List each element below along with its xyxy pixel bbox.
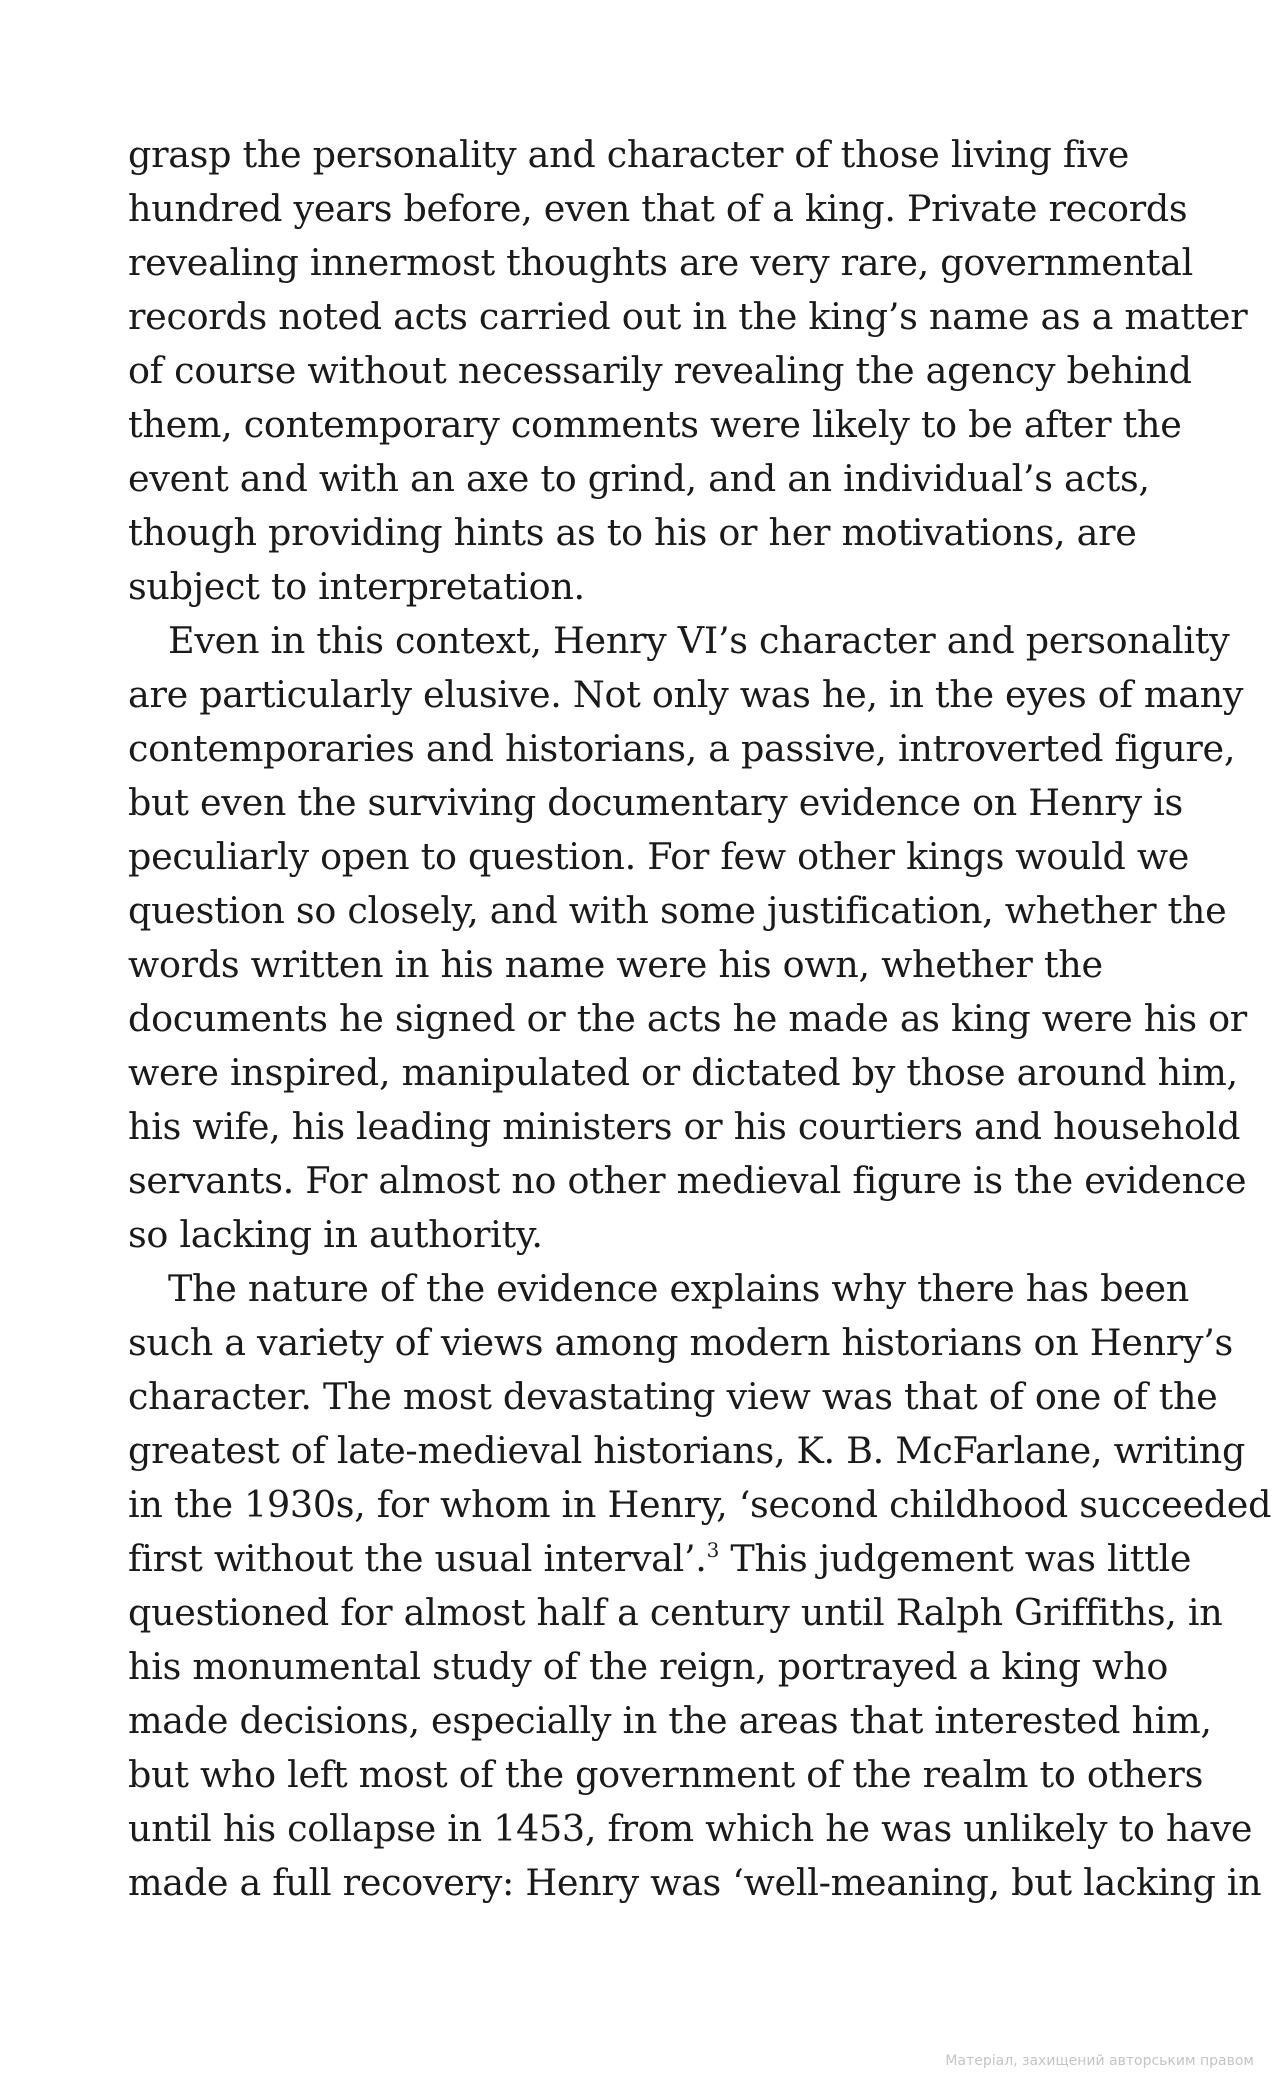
text-line: so lacking in authority. (128, 1213, 543, 1256)
text-line: contemporaries and historians, a passive, introverted figure, (128, 727, 1236, 770)
text-line: but who left most of the government of the realm to others (128, 1753, 1204, 1796)
text-line: documents he signed or the acts he made as king were his or (128, 997, 1247, 1040)
text-line: such a variety of views among modern historians on Henry’s (128, 1321, 1233, 1364)
text-line: made a full recovery: Henry was ‘well-meaning, but lacking in (128, 1861, 1262, 1904)
text-line: in the 1930s, for whom in Henry, ‘second childhood succeeded (128, 1483, 1272, 1526)
text-line: hundred years before, even that of a king. Private records (128, 187, 1188, 230)
text-line: his wife, his leading ministers or his courtiers and household (128, 1105, 1241, 1148)
text-line: subject to interpretation. (128, 565, 585, 608)
text-line: were inspired, manipulated or dictated by those around him, (128, 1051, 1238, 1094)
text-line: character. The most devastating view was that of one of the (128, 1375, 1218, 1418)
text-line: greatest of late-medieval historians, K. B. McFarlane, writing (128, 1429, 1246, 1472)
paragraph (128, 1262, 1272, 1910)
body-text (128, 128, 1272, 1910)
text-line: grasp the personality and character of those living five (128, 133, 1130, 176)
text-line: words written in his name were his own, whether the (128, 943, 1103, 986)
text-line: his monumental study of the reign, portrayed a king who (128, 1645, 1169, 1688)
text-line: of course without necessarily revealing the agency behind (128, 349, 1192, 392)
paragraph (128, 128, 1248, 614)
text-line: question so closely, and with some justification, whether the (128, 889, 1227, 932)
footnote-marker[interactable]: 3 (706, 1538, 720, 1562)
text-line: records noted acts carried out in the king’s name as a matter (128, 295, 1248, 338)
text-line: them, contemporary comments were likely to be after the (128, 403, 1182, 446)
text-line: are particularly elusive. Not only was he, in the eyes of many (128, 673, 1244, 716)
footnote-line-after: This judgement was little (719, 1537, 1192, 1580)
copyright-watermark: Матеріал, захищений авторським правом (945, 2053, 1254, 2069)
text-line: questioned for almost half a century until Ralph Griffiths, in (128, 1591, 1223, 1634)
footnote-line-before: first without the usual interval’. (128, 1537, 707, 1580)
text-line: revealing innermost thoughts are very rare, governmental (128, 241, 1194, 284)
paragraph (128, 614, 1247, 1262)
text-line: but even the surviving documentary evidence on Henry is (128, 781, 1183, 824)
text-line: event and with an axe to grind, and an individual’s acts, (128, 457, 1150, 500)
text-line: Even in this context, Henry VI’s character and personality (168, 619, 1230, 662)
text-line: until his collapse in 1453, from which he was unlikely to have (128, 1807, 1253, 1850)
text-line: though providing hints as to his or her motivations, are (128, 511, 1137, 554)
text-line: The nature of the evidence explains why there has been (168, 1267, 1190, 1310)
text-line: servants. For almost no other medieval figure is the evidence (128, 1159, 1247, 1202)
text-line-with-footnote (128, 1532, 1208, 1586)
text-line: made decisions, especially in the areas that interested him, (128, 1699, 1212, 1742)
text-line: peculiarly open to question. For few other kings would we (128, 835, 1190, 878)
